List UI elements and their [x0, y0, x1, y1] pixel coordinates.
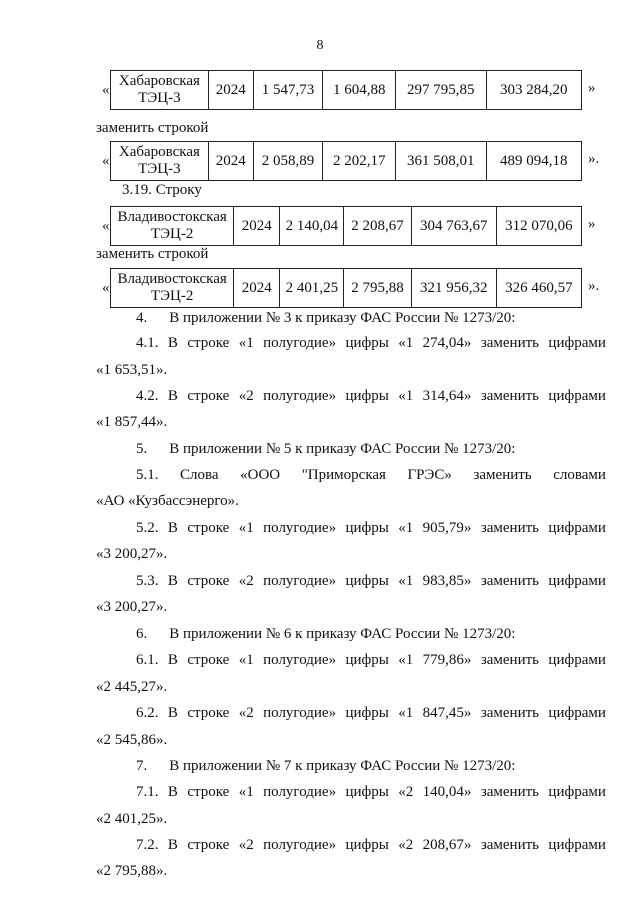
paragraph-5-2: 5.2. В строке «1 полугодие» цифры «1 905,79» заменить цифрами: [136, 520, 606, 536]
tariff-table: [110, 206, 582, 246]
open-quote: «: [102, 82, 110, 98]
item-3-19: 3.19. Строку: [122, 182, 202, 198]
value-cell: 2 202,17: [323, 142, 396, 181]
table-row-new-vladivostok: [0, 268, 640, 308]
paragraph-4-2: 4.2. В строке «2 полугодие» цифры «1 314,64» заменить цифрами: [136, 388, 606, 404]
paragraph-7-2: 7.2. В строке «2 полугодие» цифры «2 208,67» заменить цифрами: [136, 837, 606, 853]
year-cell: 2024: [208, 71, 253, 110]
paragraph-6-2: 6.2. В строке «2 полугодие» цифры «1 847,45» заменить цифрами: [136, 705, 606, 721]
close-quote: »: [588, 80, 596, 96]
paragraph-7-1-cont: «2 401,25».: [96, 811, 168, 827]
value-cell: 2 140,04: [280, 207, 344, 246]
paragraph-4-2-cont: «1 857,44».: [96, 414, 168, 430]
paragraph-5-2-cont: «3 200,27».: [96, 546, 168, 562]
replace-with-line: заменить строкой: [96, 246, 209, 262]
paragraph-7-1: 7.1. В строке «1 полугодие» цифры «2 140,04» заменить цифрами: [136, 784, 606, 800]
replace-with-line: заменить строкой: [96, 120, 209, 136]
paragraph-5-1-cont: «АО «Кузбассэнерго».: [96, 493, 239, 509]
value-cell: 303 284,20: [486, 71, 581, 110]
paragraph-5-1: 5.1. Слова «ООО "Приморская ГРЭС» заменить словами: [136, 467, 606, 483]
station-name-cell: Владивостокская ТЭЦ-2: [111, 269, 234, 308]
year-cell: 2024: [234, 207, 280, 246]
paragraph-6: 6. В приложении № 6 к приказу ФАС России № 1273/20:: [136, 626, 516, 642]
table-row-old-vladivostok: [0, 206, 640, 246]
value-cell: 489 094,18: [486, 142, 581, 181]
station-name-cell: Хабаровская ТЭЦ-3: [111, 142, 209, 181]
table-row-new-khabarovsk: [0, 141, 640, 181]
value-cell: 312 070,06: [496, 207, 581, 246]
paragraph-4: 4. В приложении № 3 к приказу ФАС России № 1273/20:: [136, 310, 516, 326]
close-quote: »: [588, 216, 596, 232]
station-name-cell: Владивостокская ТЭЦ-2: [111, 207, 234, 246]
value-cell: 326 460,57: [496, 269, 581, 308]
value-cell: 297 795,85: [396, 71, 486, 110]
close-quote: ».: [588, 278, 600, 294]
value-cell: 2 401,25: [280, 269, 344, 308]
tariff-table: [110, 70, 582, 110]
tariff-table: [110, 141, 582, 181]
value-cell: 2 795,88: [344, 269, 411, 308]
paragraph-5: 5. В приложении № 5 к приказу ФАС России № 1273/20:: [136, 441, 516, 457]
value-cell: 361 508,01: [396, 142, 486, 181]
paragraph-7: 7. В приложении № 7 к приказу ФАС России № 1273/20:: [136, 758, 516, 774]
page-number: 8: [316, 38, 324, 53]
value-cell: 2 058,89: [253, 142, 323, 181]
year-cell: 2024: [234, 269, 280, 308]
paragraph-6-2-cont: «2 545,86».: [96, 732, 168, 748]
open-quote: «: [102, 280, 110, 296]
value-cell: 1 604,88: [323, 71, 396, 110]
paragraph-6-1-cont: «2 445,27».: [96, 679, 168, 695]
value-cell: 2 208,67: [344, 207, 411, 246]
value-cell: 321 956,32: [411, 269, 496, 308]
tariff-table: [110, 268, 582, 308]
year-cell: 2024: [208, 142, 253, 181]
paragraph-4-1-cont: «1 653,51».: [96, 362, 168, 378]
value-cell: 1 547,73: [253, 71, 323, 110]
paragraph-5-3: 5.3. В строке «2 полугодие» цифры «1 983,85» заменить цифрами: [136, 573, 606, 589]
paragraph-6-1: 6.1. В строке «1 полугодие» цифры «1 779,86» заменить цифрами: [136, 652, 606, 668]
table-row-old-khabarovsk: [0, 70, 640, 110]
station-name-cell: Хабаровская ТЭЦ-3: [111, 71, 209, 110]
paragraph-5-3-cont: «3 200,27».: [96, 599, 168, 615]
paragraph-4-1: 4.1. В строке «1 полугодие» цифры «1 274,04» заменить цифрами: [136, 335, 606, 351]
close-quote: ».: [588, 151, 600, 167]
open-quote: «: [102, 153, 110, 169]
paragraph-7-2-cont: «2 795,88».: [96, 863, 168, 879]
value-cell: 304 763,67: [411, 207, 496, 246]
open-quote: «: [102, 218, 110, 234]
